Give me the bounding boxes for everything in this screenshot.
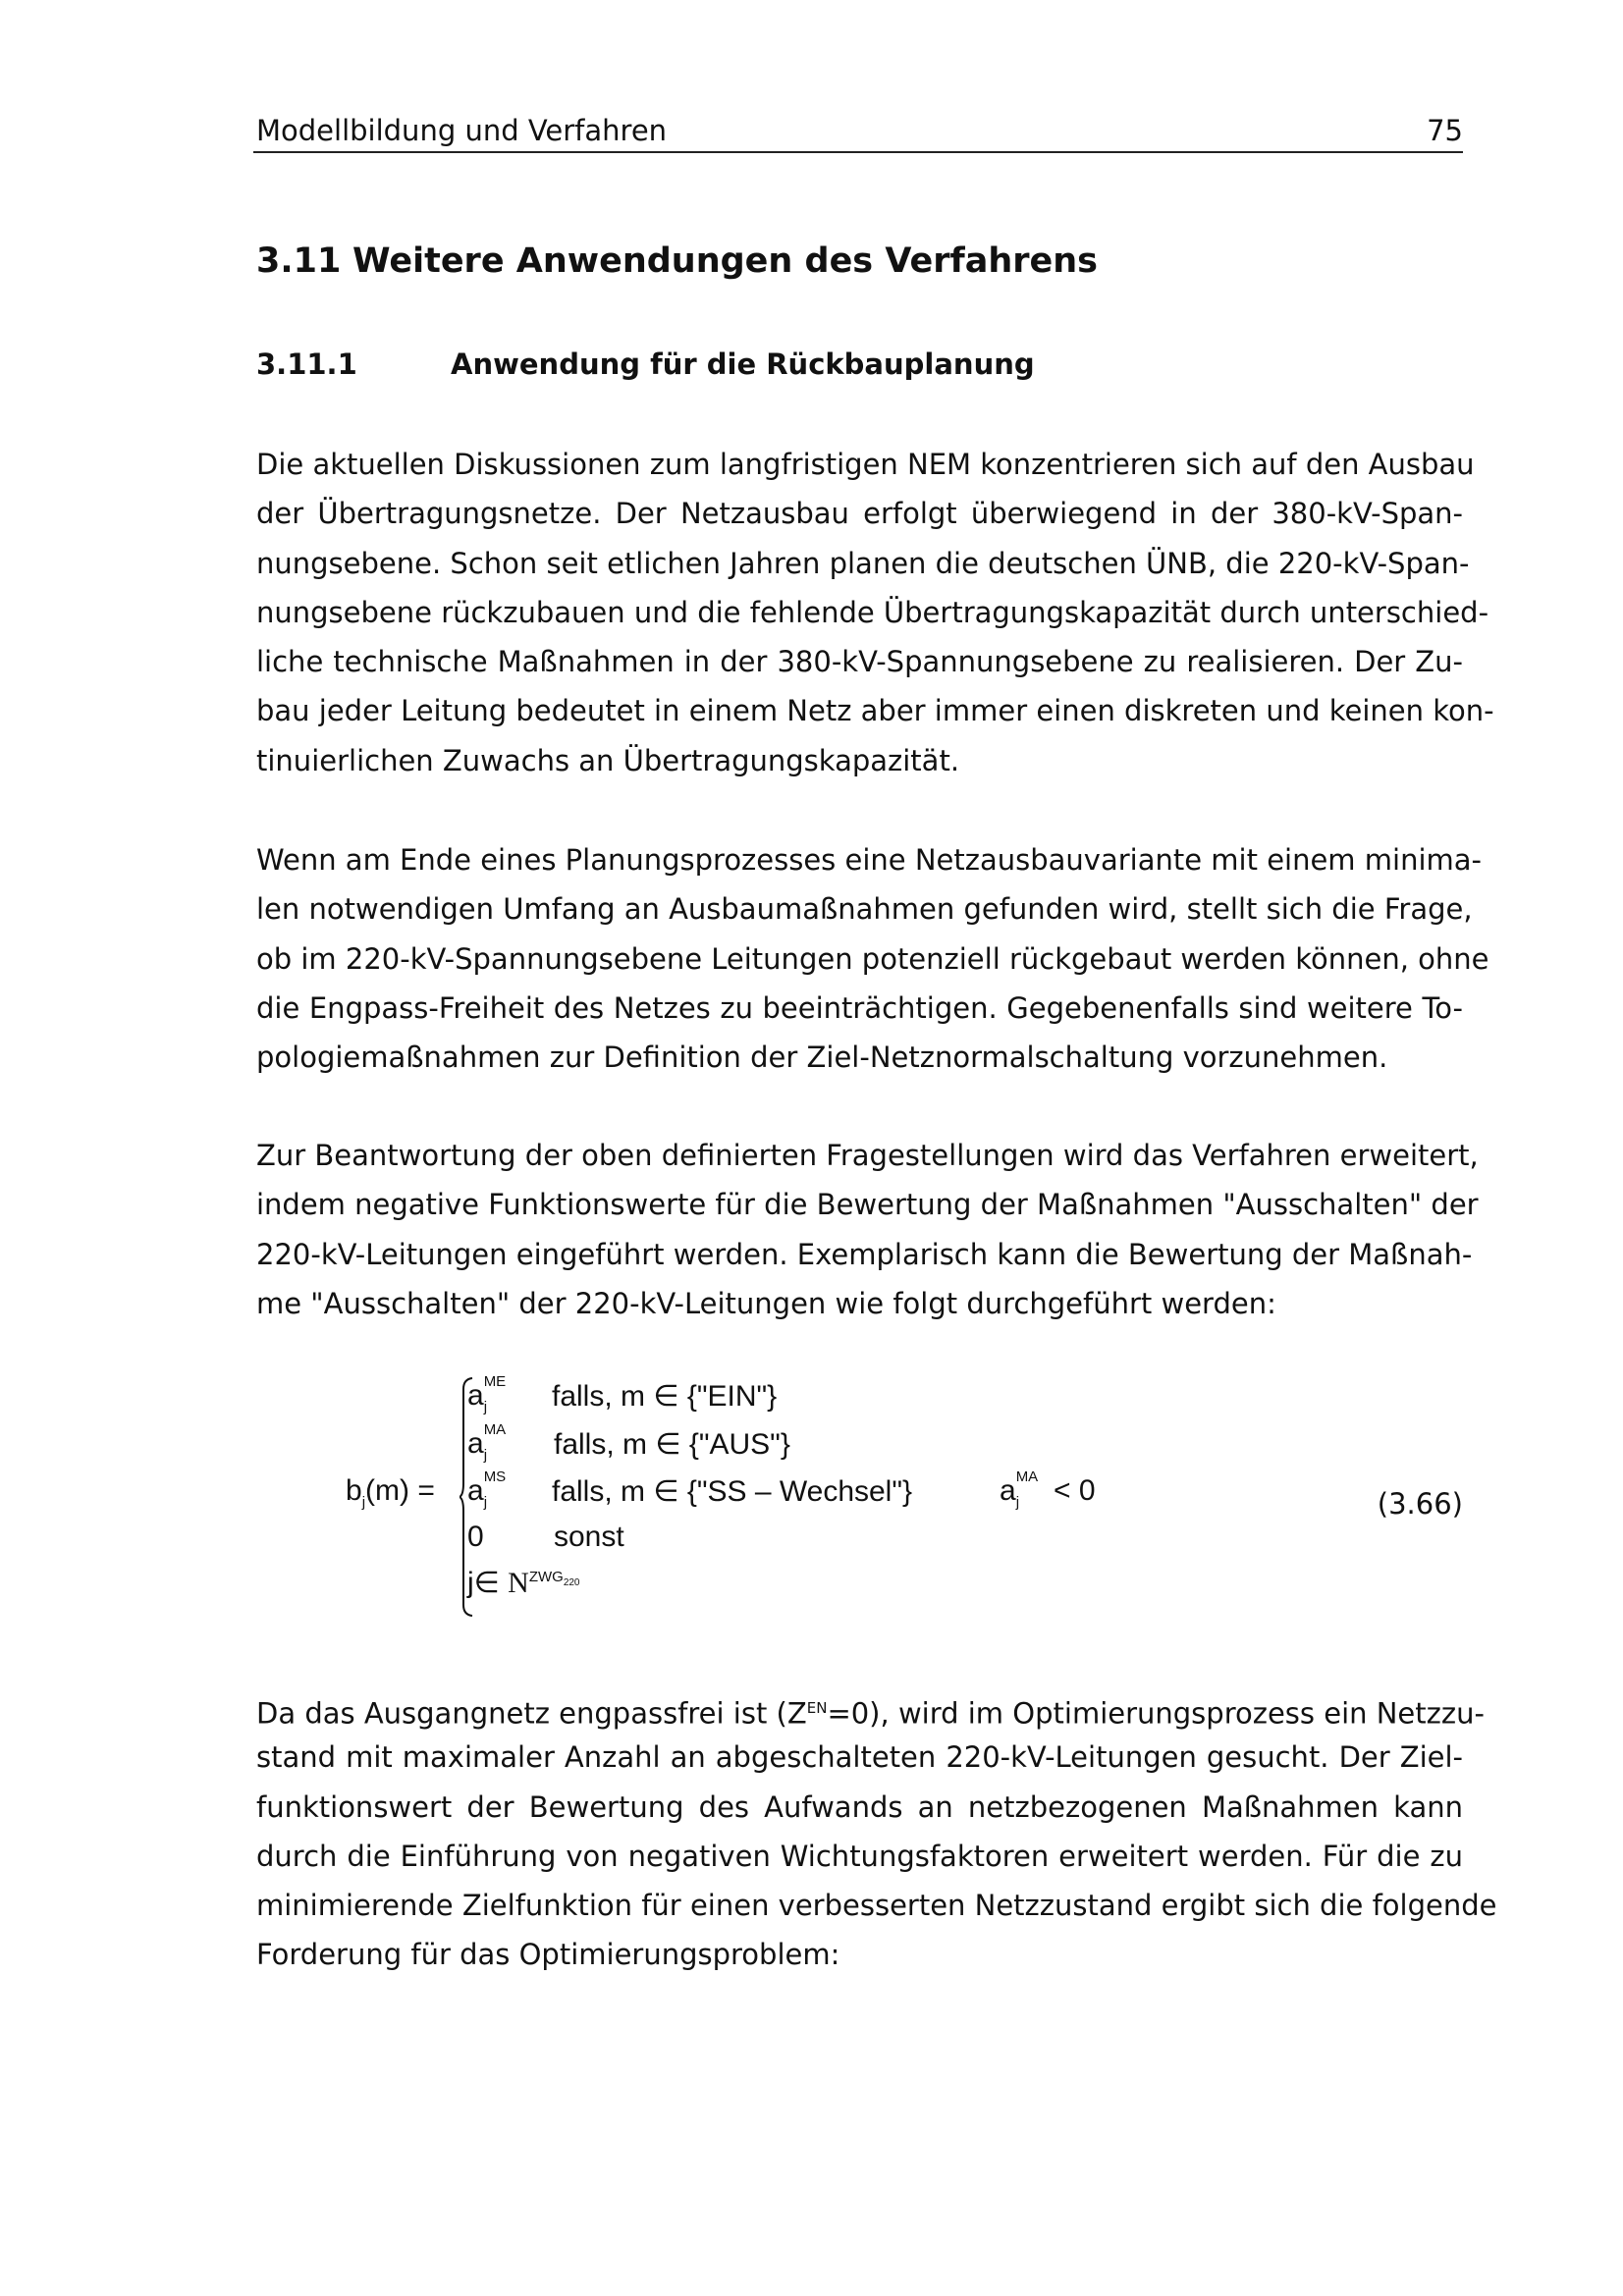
text-segment: Da das Ausgangnetz engpassfrei ist (Z: [256, 1696, 807, 1731]
text-line: die Engpass-Freiheit des Netzes zu beeinträchtigen. Gegebenenfalls sind weitere To-: [256, 990, 1463, 1025]
text-line: Wenn am Ende eines Planungsprozesses eine Netzausbauvariante mit einem minima-: [256, 843, 1483, 877]
superscript: EN: [806, 1699, 828, 1717]
text-line: pologiemaßnahmen zur Definition der Ziel-Netznormalschaltung vorzunehmen.: [256, 1041, 1388, 1075]
text-line: funktionswert der Bewertung des Aufwands an netzbezogenen Maßnahmen kann: [256, 1789, 1463, 1824]
case-symbol: a: [467, 1379, 484, 1412]
domain-row: [467, 1566, 580, 1600]
domain-text: j∈: [467, 1567, 509, 1599]
text-line: nungsebene. Schon seit etlichen Jahren planen die deutschen ÜNB, die 220-kV-Span-: [256, 546, 1470, 580]
section-title: Weitere Anwendungen des Verfahrens: [352, 241, 1099, 281]
subsection-number: 3.11.1: [256, 347, 357, 381]
case-condition: falls, m ∈ {"AUS"}: [554, 1428, 790, 1461]
section-heading: [256, 241, 1098, 281]
text-line: der Übertragungsnetze. Der Netzausbau erfolgt überwiegend in der 380-kV-Span-: [256, 497, 1463, 531]
text-line: Zur Beantwortung der oben definierten Fragestellungen wird das Verfahren erweitert,: [256, 1139, 1479, 1172]
lhs-subscript: j: [361, 1494, 366, 1511]
case-row: [467, 1421, 790, 1464]
case-condition: falls, m ∈ {"EIN"}: [552, 1380, 778, 1413]
side-relation: < 0: [1054, 1474, 1096, 1507]
superscript: MA: [1015, 1468, 1039, 1485]
equation-number: (3.66): [1377, 1487, 1463, 1521]
paragraph-4: [256, 1683, 1497, 1980]
superscript: MA: [483, 1421, 507, 1438]
text-line: 220-kV-Leitungen eingeführt werden. Exemplarisch kann die Bewertung der Maßnah-: [256, 1237, 1473, 1271]
subsection-heading: [256, 347, 1035, 381]
set-superscript: ZWG: [528, 1569, 564, 1585]
text-line: me "Ausschalten" der 220-kV-Leitungen wie folgt durchgeführt werden:: [256, 1286, 1276, 1320]
text-line: tinuierlichen Zuwachs an Übertragungskapazität.: [256, 743, 960, 777]
case-row: [467, 1373, 778, 1415]
superscript: ME: [483, 1373, 507, 1390]
text-segment: =0), wird im Optimierungsprozess ein Netzzu-: [827, 1696, 1485, 1731]
text-line: nungsebene rückzubauen und die fehlende Übertragungskapazität durch unterschied-: [256, 595, 1489, 629]
case-condition: falls, m ∈ {"SS – Wechsel"}: [552, 1475, 913, 1508]
text-line: bau jeder Leitung bedeutet in einem Netz aber immer einen diskreten und keinen kon-: [256, 694, 1494, 728]
case-symbol: a: [467, 1427, 484, 1460]
paragraph-1: [256, 440, 1494, 785]
paragraph-3: [256, 1131, 1479, 1328]
text-line: liche technische Maßnahmen in der 380-kV-Spannungsebene zu realisieren. Der Zu-: [256, 645, 1463, 679]
case-symbol: 0: [467, 1521, 484, 1553]
lhs-argument: (m) =: [365, 1474, 435, 1507]
text-line: ob im 220-kV-Spannungsebene Leitungen potenziell rückgebaut werden können, ohne: [256, 941, 1489, 976]
subsection-title: Anwendung für die Rückbauplanung: [451, 347, 1035, 381]
subscript: j: [483, 1447, 488, 1464]
side-condition: [1000, 1468, 1096, 1511]
case-symbol: a: [467, 1474, 484, 1507]
running-header: [253, 114, 1463, 153]
text-line: stand mit maximaler Anzahl an abgeschalteten 220-kV-Leitungen gesucht. Der Ziel-: [256, 1740, 1463, 1775]
case-condition: sonst: [554, 1521, 624, 1553]
section-number: 3.11: [256, 241, 342, 281]
text-line: Die aktuellen Diskussionen zum langfristigen NEM konzentrieren sich auf den Ausbau: [256, 448, 1475, 481]
text-line: Forderung für das Optimierungsproblem:: [256, 1938, 840, 1972]
case-row: [467, 1521, 624, 1554]
header-title: Modellbildung und Verfahren: [256, 114, 668, 147]
set-symbol: N: [508, 1567, 529, 1599]
subscript: j: [1015, 1494, 1020, 1511]
paragraph-2: [256, 835, 1489, 1082]
superscript: MS: [483, 1468, 507, 1485]
text-line: durch die Einführung von negativen Wichtungsfaktoren erweitert werden. Für die zu: [256, 1839, 1463, 1873]
case-row: [467, 1468, 913, 1511]
text-line: [256, 1683, 1485, 1733]
lhs-symbol: b: [346, 1474, 362, 1507]
subscript: j: [483, 1399, 488, 1415]
subscript: j: [483, 1494, 488, 1511]
text-line: len notwendigen Umfang an Ausbaumaßnahmen gefunden wird, stellt sich die Frage,: [256, 892, 1473, 927]
set-sub-subscript: 220: [563, 1577, 580, 1588]
page-number: 75: [1427, 114, 1463, 147]
text-line: indem negative Funktionswerte für die Bewertung der Maßnahmen "Ausschalten" der: [256, 1188, 1479, 1222]
text-line: minimierende Zielfunktion für einen verbesserten Netzzustand ergibt sich die folgende: [256, 1889, 1497, 1923]
equation-lhs: [346, 1474, 435, 1511]
side-symbol: a: [1000, 1474, 1016, 1507]
equation-3-66: [324, 1369, 1463, 1625]
